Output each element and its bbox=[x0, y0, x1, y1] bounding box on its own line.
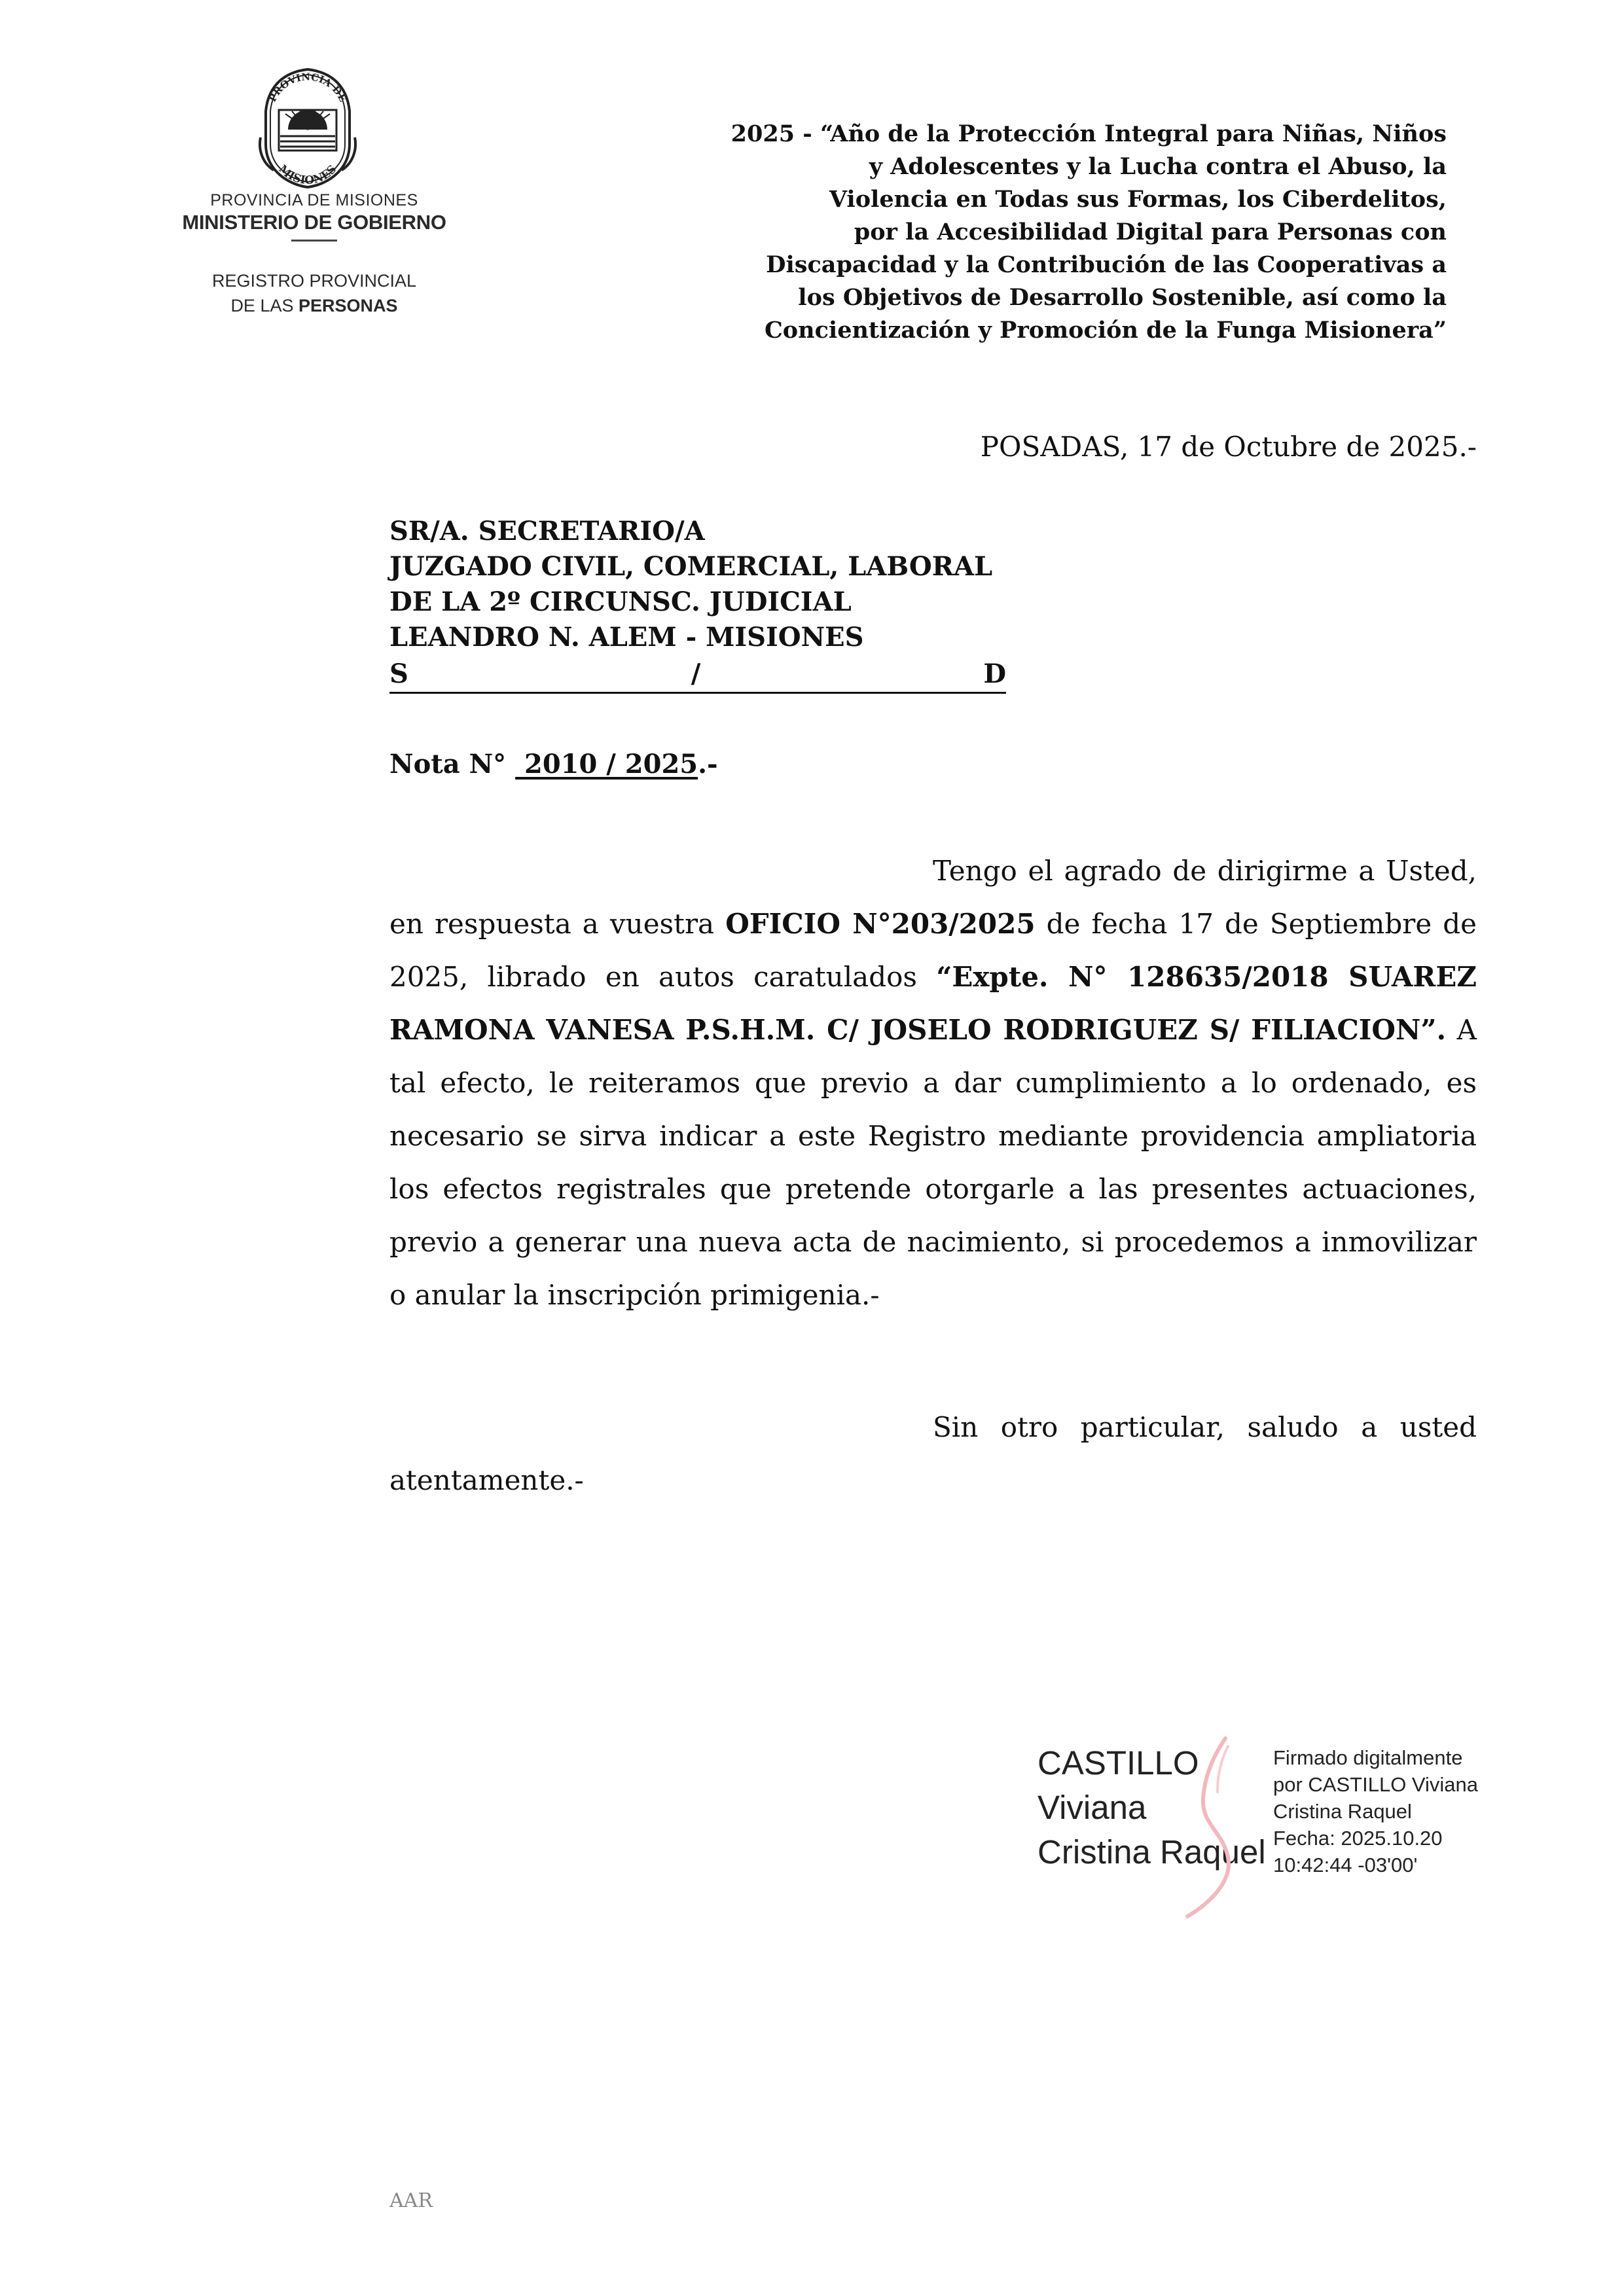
sd-d: D bbox=[983, 658, 1006, 689]
motto-line: Discapacidad y la Contribución de las Cooperativas a bbox=[766, 251, 1447, 278]
emblem-bottom-text: MISIONES bbox=[276, 162, 340, 188]
closing-text: Sin otro particular, saludo a usted atentamente.- bbox=[389, 1411, 1477, 1496]
recipient-line: SR/A. SECRETARIO/A bbox=[389, 516, 705, 547]
digital-signature-details bbox=[1273, 1744, 1478, 1878]
sd-s: S bbox=[389, 658, 408, 689]
nota-label: Nota N° bbox=[389, 749, 507, 780]
signer-name-line: Viviana bbox=[1038, 1789, 1147, 1826]
motto-line: y Adolescentes y la Lucha contra el Abuso, la bbox=[869, 153, 1447, 180]
signature-detail-line: por CASTILLO Viviana bbox=[1273, 1773, 1479, 1796]
registry-line-2-light: DE LAS bbox=[230, 296, 294, 315]
sd-slash: / bbox=[691, 658, 701, 689]
signer-name-line: Cristina Raquel bbox=[1038, 1833, 1266, 1871]
recipient-line: JUZGADO CIVIL, COMERCIAL, LABORAL bbox=[389, 551, 993, 582]
registry-block bbox=[160, 268, 468, 318]
motto-line: Violencia en Todas sus Formas, los Ciberdelitos, bbox=[829, 186, 1447, 213]
year-motto bbox=[602, 118, 1447, 347]
recipient-line: LEANDRO N. ALEM - MISIONES bbox=[389, 622, 864, 653]
motto-line: por la Accesibilidad Digital para Personas con bbox=[854, 219, 1447, 245]
body-paragraph-1 bbox=[389, 844, 1477, 1321]
body-paragraph-2 bbox=[389, 1401, 1477, 1507]
recipient-block bbox=[389, 514, 992, 655]
digital-signature-mark-icon bbox=[1165, 1733, 1250, 1923]
recipient-line: DE LA 2º CIRCUNSC. JUDICIAL bbox=[389, 586, 852, 617]
nota-suffix: .- bbox=[698, 749, 718, 780]
signature-detail-line: 10:42:44 -03'00' bbox=[1273, 1854, 1418, 1876]
svg-text:MISIONES bbox=[276, 162, 340, 187]
emblem-top-text: PROVINCIA DE bbox=[266, 71, 350, 104]
typist-initials: AAR bbox=[389, 2189, 433, 2212]
province-name: PROVINCIA DE MISIONES bbox=[210, 191, 418, 209]
ministry-name: MINISTERIO DE GOBIERNO bbox=[182, 211, 446, 234]
p1-text-3: A tal efecto, le reiteramos que previo a dar cumplimiento a lo ordenado, es necesario se sirva indicar a este Registro mediante providencia ampliatoria los efectos registrales que pretende otorgarle a las presentes actuaciones, previo a generar una nueva acta de nacimiento, si procedemos a inmovilizar o anular la inscripción primigenia.- bbox=[389, 1014, 1477, 1311]
p1-text-1: Tengo el agrado de dirigirme a Usted, en respuesta a vuestra bbox=[389, 855, 1477, 940]
signer-name-line: CASTILLO bbox=[1038, 1744, 1199, 1782]
ministry-divider bbox=[291, 240, 337, 242]
svg-text:PROVINCIA DE bbox=[266, 71, 349, 103]
signature-detail-line: Cristina Raquel bbox=[1273, 1800, 1412, 1823]
provincia-de-misiones-seal-icon bbox=[249, 65, 367, 190]
nota-number-line bbox=[389, 746, 718, 783]
s-d-line bbox=[389, 656, 1006, 694]
p1-text-2: de fecha 17 de Septiembre de 2025, librado en autos caratulados bbox=[389, 908, 1477, 993]
nota-number: 2010 / 2025 bbox=[515, 749, 698, 780]
registry-line-2 bbox=[160, 293, 468, 318]
expediente-reference: “Expte. N° 128635/2018 SUAREZ RAMONA VANESA P.S.H.M. C/ JOSELO RODRIGUEZ S/ FILIACION”. bbox=[389, 961, 1477, 1046]
letter-date: POSADAS, 17 de Octubre de 2025.- bbox=[980, 431, 1477, 463]
signature-detail-line: Firmado digitalmente bbox=[1273, 1746, 1463, 1769]
motto-line: Concientización y Promoción de la Funga Misionera” bbox=[764, 317, 1447, 344]
registry-line-2-bold: PERSONAS bbox=[298, 296, 398, 315]
motto-line: 2025 - “Año de la Protección Integral para Niñas, Niños bbox=[731, 120, 1447, 147]
ministry-block bbox=[160, 190, 468, 242]
motto-line: los Objetivos de Desarrollo Sostenible, así como la bbox=[798, 284, 1447, 311]
registry-line-1: REGISTRO PROVINCIAL bbox=[211, 271, 417, 291]
signature-detail-line: Fecha: 2025.10.20 bbox=[1273, 1827, 1443, 1850]
oficio-reference: OFICIO N°203/2025 bbox=[725, 908, 1036, 940]
